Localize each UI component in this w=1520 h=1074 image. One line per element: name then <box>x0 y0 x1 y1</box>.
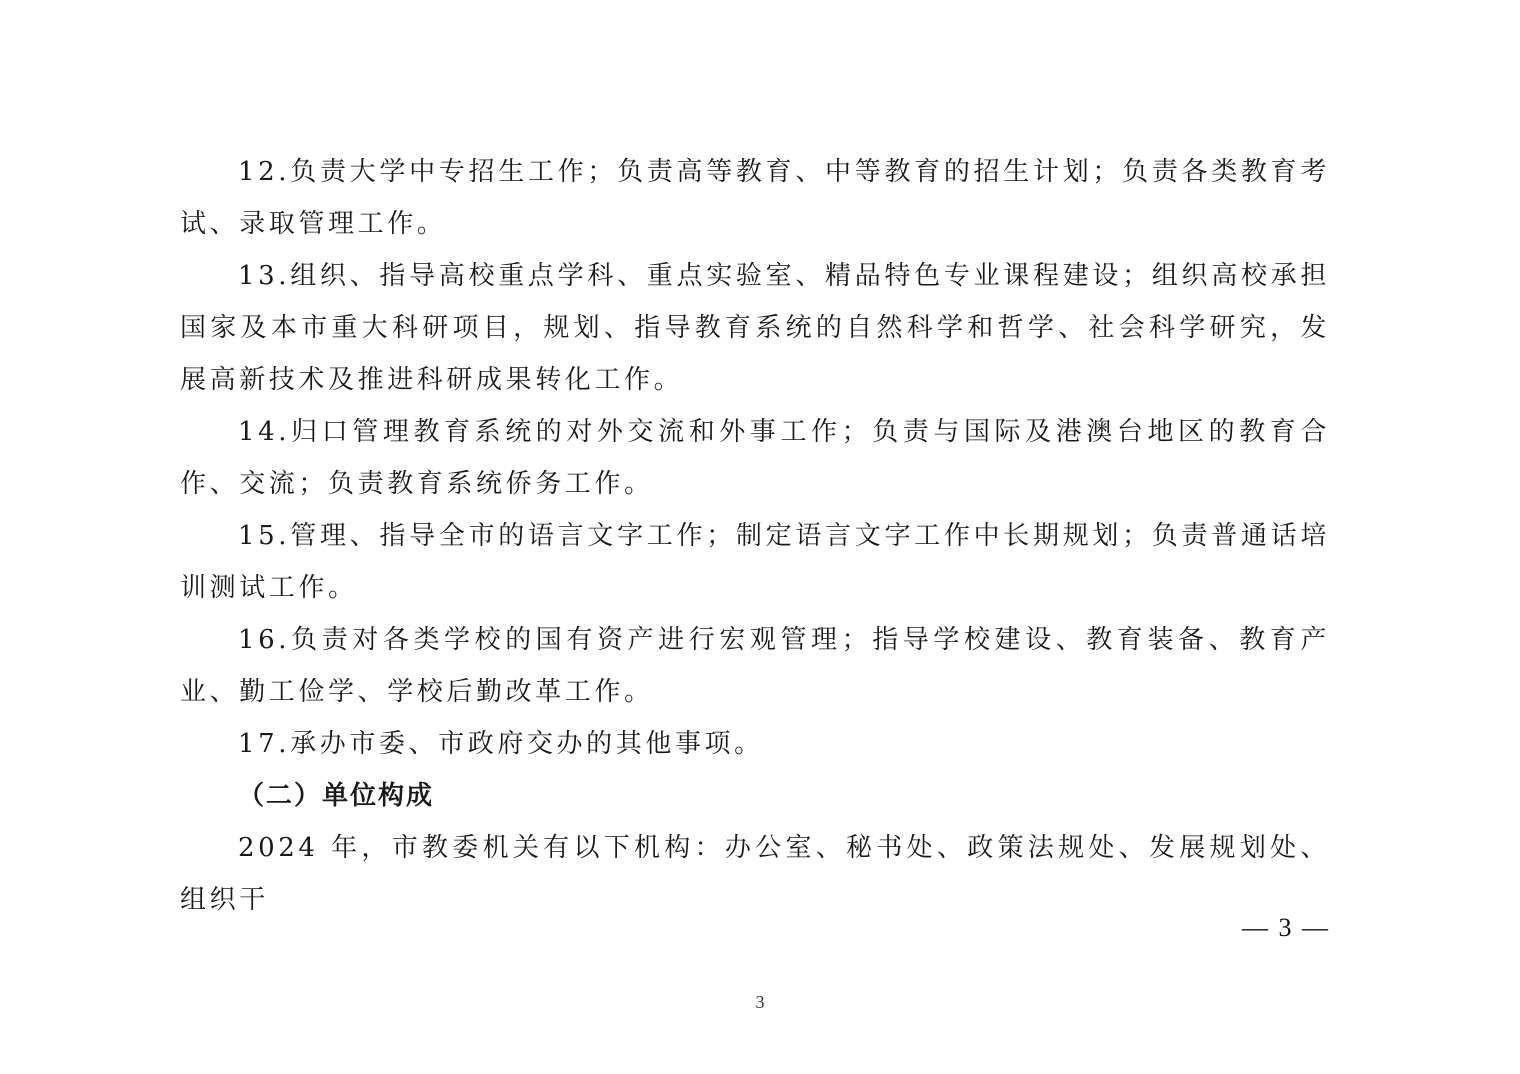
paragraph-2024-institutions: 2024 年，市教委机关有以下机构：办公室、秘书处、政策法规处、发展规划处、组织干 <box>180 833 1330 915</box>
section-heading-unit-composition: （二）单位构成 <box>238 781 435 811</box>
paragraph-item-12: 12.负责大学中专招生工作；负责高等教育、中等教育的招生计划；负责各类教育考试、录取管理工作。 <box>180 157 1330 239</box>
page-index-number: 3 <box>755 992 765 1012</box>
paragraph-item-14: 14.归口管理教育系统的对外交流和外事工作；负责与国际及港澳台地区的教育合作、交流；负责教育系统侨务工作。 <box>180 417 1330 499</box>
page-footer-number: — 3 — <box>1242 913 1330 942</box>
paragraph-item-13: 13.组织、指导高校重点学科、重点实验室、精品特色专业课程建设；组织高校承担国家及本市重大科研项目，规划、指导教育系统的自然科学和哲学、社会科学研究，发展高新技术及推进科研成果转化工作。 <box>180 261 1330 395</box>
paragraph-item-16: 16.负责对各类学校的国有资产进行宏观管理；指导学校建设、教育装备、教育产业、勤工俭学、学校后勤改革工作。 <box>180 625 1330 707</box>
document-body <box>180 146 1330 926</box>
paragraph-item-17: 17.承办市委、市政府交办的其他事项。 <box>238 729 764 759</box>
paragraph-item-15: 15.管理、指导全市的语言文字工作；制定语言文字工作中长期规划；负责普通话培训测试工作。 <box>180 521 1330 603</box>
